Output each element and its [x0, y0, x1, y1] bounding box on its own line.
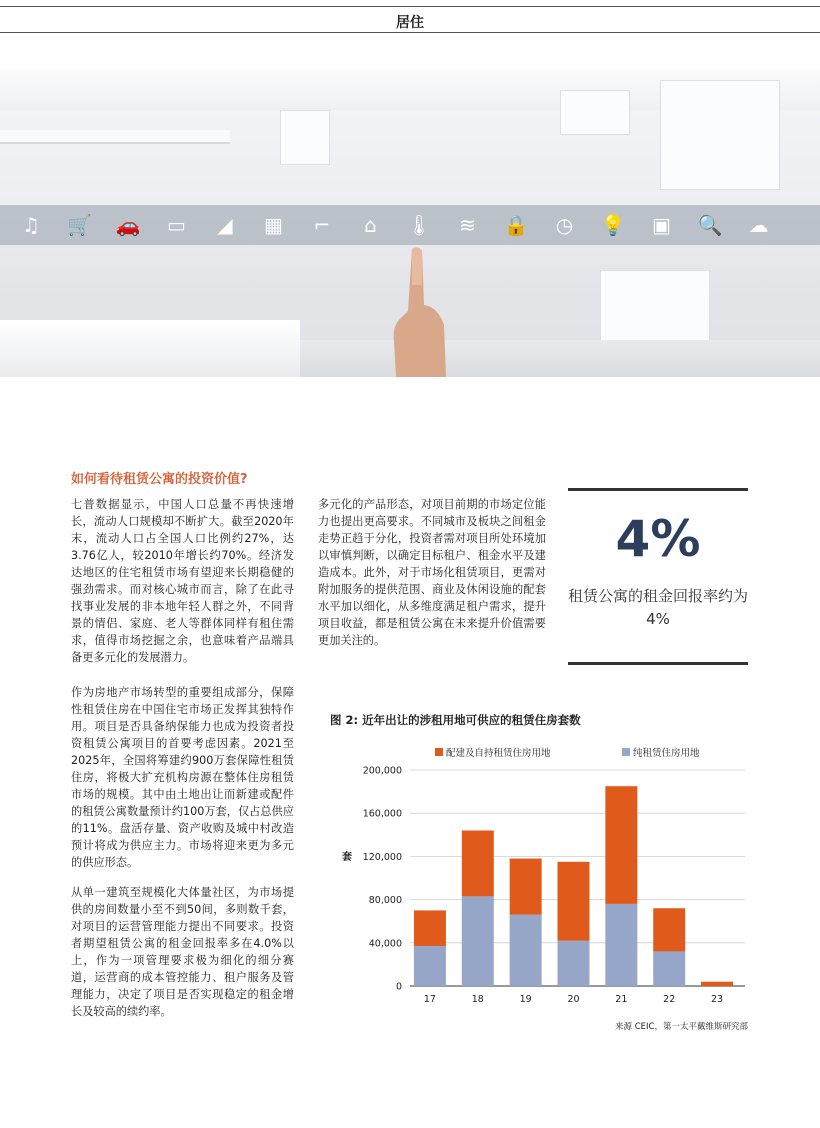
x-tick-label: 18 — [471, 994, 484, 1005]
light-bulb-icon: 💡 — [600, 213, 626, 237]
bar-supporting-21 — [605, 786, 637, 904]
hero-tv — [560, 90, 630, 135]
x-tick-label: 17 — [423, 994, 436, 1005]
monitor-icon: ▭ — [167, 213, 186, 237]
thermometer-icon: 🌡 — [406, 213, 432, 237]
y-tick-label: 200,000 — [362, 765, 402, 777]
legend-swatch-0 — [435, 748, 443, 756]
x-tick-label: 22 — [663, 994, 676, 1005]
section-header-title: 居住 — [396, 15, 424, 31]
music-note-icon: ♫ — [22, 213, 40, 237]
rental-housing-stacked-bar-chart — [330, 730, 750, 1020]
y-axis-label: 套 — [342, 852, 352, 863]
bar-supporting-18 — [462, 830, 494, 896]
legend-label-0: 配建及自持租赁住房用地 — [446, 748, 551, 759]
bar-pure-rental-20 — [558, 941, 590, 986]
callout-value: 4% — [615, 510, 701, 568]
search-graph-icon: 🔍 — [697, 213, 723, 237]
callout-top-rule — [568, 488, 748, 491]
y-tick-label: 160,000 — [362, 808, 402, 820]
hero-window — [660, 80, 780, 190]
article-paragraph-3: 从单一建筑至规模化大体量社区，为市场提供的房间数量小至不到50间，多则数千套，对项目的运营管理能力提出不同要求。投资者期望租赁公寓的租金回报率多在4.0%以上，作为一项管理要求极为细化的细分赛道，运营商的成本管控能力、租户服务及管理能力，决定了项目是否实现稳定的租金增长及较高的续约率。 — [71, 886, 294, 1018]
y-tick-label: 80,000 — [368, 895, 402, 907]
faucet-icon: ⌐ — [313, 213, 331, 237]
article-paragraph-1: 七普数据显示，中国人口总量不再快速增长，流动人口规模却不断扩大。截至2020年末，流动人口占全国人口比例约27%，达3.76亿人，较2010年增长约70%。经济发达地区的住宅租赁市场有望迎来长期稳健的强劲需求。而对核心城市而言，除了在此寻找事业发展的非本地年轻人群之外，不同背景的情侣、家庭、老人等群体同样有租住需求，值得市场挖掘之余，也意味着产品端具备更多元化的发展潜力。 — [71, 498, 294, 664]
hero-oven — [280, 110, 330, 165]
y-tick-label: 40,000 — [368, 938, 402, 950]
hero-smart-home-photo — [0, 70, 820, 377]
callout-text: 租赁公寓的租金回报率约为4% — [568, 587, 749, 628]
car-icon: 🚗 — [115, 213, 141, 237]
bar-supporting-17 — [414, 910, 446, 946]
bar-supporting-20 — [558, 862, 590, 941]
film-icon: ▦ — [264, 213, 283, 237]
callout-bottom-rule — [568, 662, 748, 665]
lock-icon: 🔒 — [503, 213, 529, 237]
x-tick-label: 21 — [615, 994, 628, 1005]
article-paragraph-4: 多元化的产品形态，对项目前期的市场定位能力也提出更高要求。不同城市及板块之间租金走势正趋于分化，投资者需对项目所处环境加以审慎判断，以确定目标租户、租金水平及建造成本。此外，对于市场化租赁项目，更需对附加服务的提供范围、商业及休闲设施的配套水平加以细化，从多维度满足租户需求，提升项目收益，都是租赁公寓在未来提升价值需要更加关注的。 — [318, 498, 546, 647]
bar-pure-rental-22 — [653, 951, 685, 986]
hero-pointing-hand — [388, 245, 448, 377]
hero-icon-strip — [0, 205, 820, 245]
legend-swatch-1 — [622, 748, 630, 756]
shopping-cart-icon: 🛒 — [67, 213, 92, 237]
legend-label-1: 纯租赁住房用地 — [633, 748, 700, 759]
cloud-icon: ☁ — [748, 213, 769, 237]
wifi-icon: ≋ — [459, 213, 476, 237]
chart-source: 来源 CEIC，第一太平戴维斯研究部 — [615, 1022, 748, 1032]
hero-bathroom-cabinet — [600, 270, 710, 350]
washing-machine-icon: ▣ — [652, 213, 671, 237]
y-tick-label: 0 — [395, 981, 402, 993]
home-icon: ⌂ — [364, 213, 377, 237]
article-paragraph-2: 作为房地产市场转型的重要组成部分，保障性租赁住房在中国住宅市场正发挥其独特作用。项目是否具备纳保能力也成为投资者投资租赁公寓项目的首要考虑因素。2021至2025年，全国将筹建约900万套保障性租赁住房，将极大扩充机构房源在整体住房租赁市场的规模。其中由土地出让而新建或配件的租赁公寓数量预计约100万套，仅占总供应的11%。盘活存量、资产收购及城中村改造预计将成为供应主力。市场将迎来更为多元的供应形态。 — [71, 686, 294, 869]
bar-supporting-22 — [653, 908, 685, 951]
x-tick-label: 19 — [519, 994, 532, 1005]
y-tick-label: 120,000 — [362, 851, 402, 863]
hero-bed — [0, 320, 300, 377]
bar-pure-rental-21 — [605, 904, 637, 986]
bar-supporting-23 — [701, 982, 733, 986]
bar-supporting-19 — [510, 859, 542, 915]
hero-kitchen-counter — [0, 130, 230, 144]
x-tick-label: 23 — [711, 994, 724, 1005]
article-heading: 如何看待租赁公寓的投资价值? — [71, 472, 248, 487]
bar-pure-rental-19 — [510, 915, 542, 986]
bar-pure-rental-17 — [414, 946, 446, 986]
chart-title: 图 2: 近年出让的涉租用地可供应的租赁住房套数 — [330, 713, 581, 727]
x-tick-label: 20 — [567, 994, 580, 1005]
bar-pure-rental-18 — [462, 896, 494, 986]
clock-icon: ◷ — [555, 213, 574, 237]
camera-icon: ◢ — [217, 213, 233, 237]
